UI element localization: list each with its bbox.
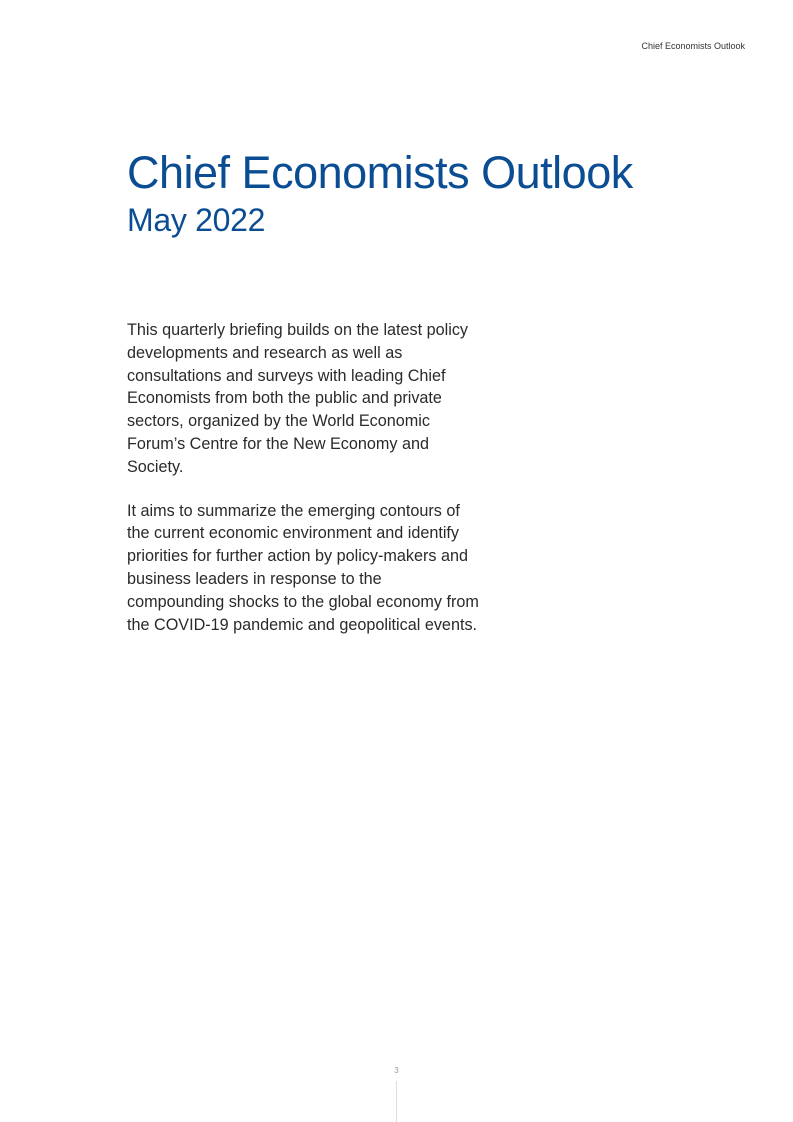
page-subtitle: May 2022 <box>127 202 266 238</box>
page-title: Chief Economists Outlook <box>127 147 633 198</box>
body-paragraph-2: It aims to summarize the emerging contours of the current economic environment and identify priorities for further action by policy-makers and business leaders in response to the compounding shocks to the global economy from the COVID-19 pandemic and geopolitical events. <box>127 501 479 634</box>
title-block <box>127 146 747 240</box>
page-number: 3 <box>394 1066 399 1075</box>
footer-divider <box>396 1081 397 1122</box>
body-paragraph-1: This quarterly briefing builds on the latest policy developments and research as well as consultations and surveys with leading Chief Economists from both the public and private sectors, organized by the World Economic Forum’s Centre for the New Economy and Society. <box>127 321 469 476</box>
body-text <box>127 319 483 657</box>
running-header: Chief Economists Outlook <box>641 41 745 51</box>
